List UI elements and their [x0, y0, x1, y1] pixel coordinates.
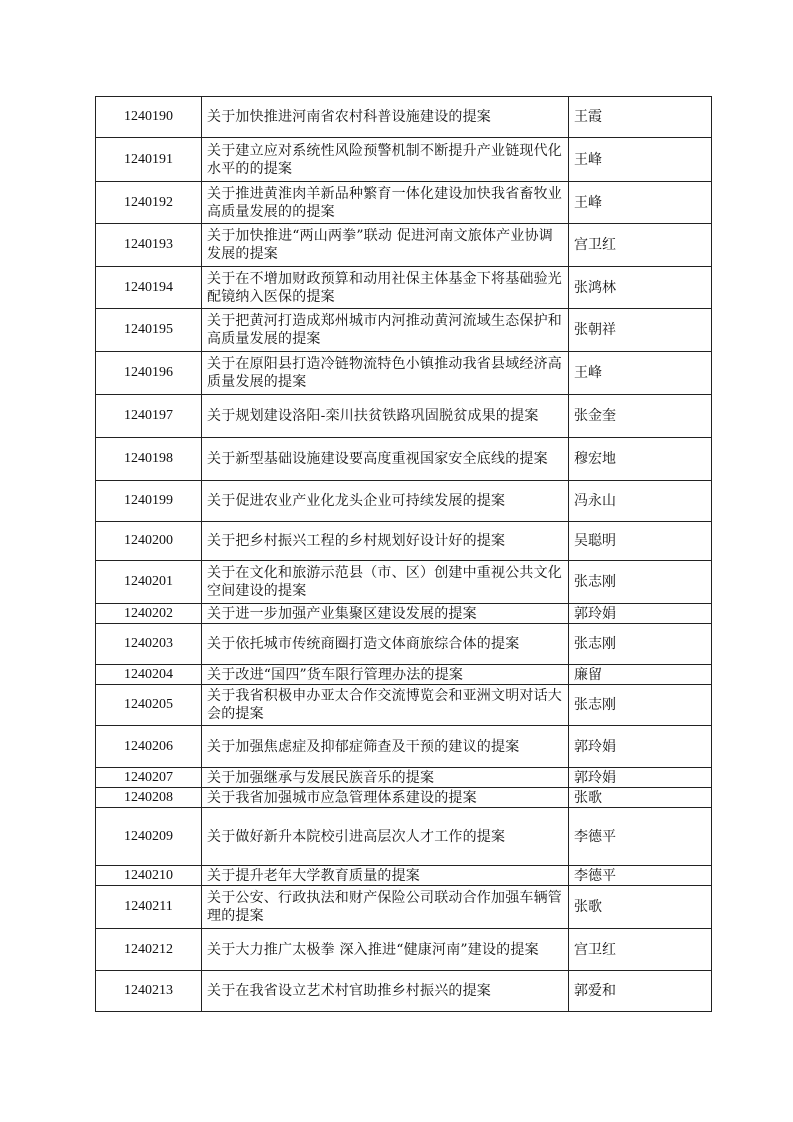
proposer-name: 廉留	[569, 665, 712, 685]
table-row	[96, 971, 712, 1012]
proposal-title: 关于加快推进河南省农村科普设施建设的提案	[202, 97, 569, 138]
proposal-number: 1240206	[96, 726, 202, 768]
proposer-name: 王峰	[569, 182, 712, 224]
proposal-title: 关于我省积极申办亚太合作交流博览会和亚洲文明对话大会的提案	[202, 685, 569, 726]
proposal-title: 关于在文化和旅游示范县（市、区）创建中重视公共文化空间建设的提案	[202, 561, 569, 604]
proposer-name: 郭玲娟	[569, 726, 712, 768]
proposal-number: 1240202	[96, 604, 202, 624]
proposal-number: 1240213	[96, 971, 202, 1012]
table-row	[96, 665, 712, 685]
proposal-number: 1240193	[96, 224, 202, 267]
proposal-title: 关于进一步加强产业集聚区建设发展的提案	[202, 604, 569, 624]
table-row	[96, 561, 712, 604]
proposer-name: 张志刚	[569, 624, 712, 665]
table-row	[96, 768, 712, 788]
proposal-title: 关于加强焦虑症及抑郁症筛查及干预的建议的提案	[202, 726, 569, 768]
proposal-title: 关于加快推进“两山两拳”联动 促进河南文旅体产业协调发展的提案	[202, 224, 569, 267]
proposal-number: 1240203	[96, 624, 202, 665]
proposal-title: 关于建立应对系统性风险预警机制不断提升产业链现代化水平的的提案	[202, 138, 569, 182]
table-row	[96, 481, 712, 522]
proposal-title: 关于大力推广太极拳 深入推进“健康河南”建设的提案	[202, 929, 569, 971]
proposer-name: 王峰	[569, 138, 712, 182]
proposal-title: 关于在我省设立艺术村官助推乡村振兴的提案	[202, 971, 569, 1012]
proposal-number: 1240211	[96, 886, 202, 929]
proposer-name: 张金奎	[569, 395, 712, 438]
proposal-number: 1240197	[96, 395, 202, 438]
proposal-title: 关于改进“国四”货车限行管理办法的提案	[202, 665, 569, 685]
table-row	[96, 726, 712, 768]
proposer-name: 冯永山	[569, 481, 712, 522]
proposal-number: 1240205	[96, 685, 202, 726]
proposer-name: 吴聪明	[569, 522, 712, 561]
proposer-name: 张志刚	[569, 561, 712, 604]
table-row	[96, 929, 712, 971]
proposer-name: 郭玲娟	[569, 604, 712, 624]
proposal-title: 关于推进黄淮肉羊新品种繁育一体化建设加快我省畜牧业高质量发展的的提案	[202, 182, 569, 224]
table-row	[96, 604, 712, 624]
proposal-number: 1240195	[96, 309, 202, 352]
proposer-name: 宫卫红	[569, 929, 712, 971]
proposal-number: 1240190	[96, 97, 202, 138]
proposal-title: 关于促进农业产业化龙头企业可持续发展的提案	[202, 481, 569, 522]
proposer-name: 王霞	[569, 97, 712, 138]
proposal-number: 1240200	[96, 522, 202, 561]
proposer-name: 张朝祥	[569, 309, 712, 352]
table-row	[96, 182, 712, 224]
proposer-name: 李德平	[569, 808, 712, 866]
proposal-title: 关于规划建设洛阳-栾川扶贫铁路巩固脱贫成果的提案	[202, 395, 569, 438]
proposal-number: 1240212	[96, 929, 202, 971]
proposal-title: 关于在不增加财政预算和动用社保主体基金下将基础验光配镜纳入医保的提案	[202, 267, 569, 309]
proposal-number: 1240210	[96, 866, 202, 886]
proposal-title: 关于提升老年大学教育质量的提案	[202, 866, 569, 886]
proposal-title: 关于把乡村振兴工程的乡村规划好设计好的提案	[202, 522, 569, 561]
proposal-title: 关于把黄河打造成郑州城市内河推动黄河流域生态保护和高质量发展的提案	[202, 309, 569, 352]
table-row	[96, 438, 712, 481]
proposal-table-body	[96, 97, 712, 1012]
proposal-title: 关于我省加强城市应急管理体系建设的提案	[202, 788, 569, 808]
table-row	[96, 352, 712, 395]
table-row	[96, 685, 712, 726]
table-row	[96, 886, 712, 929]
proposal-title: 关于做好新升本院校引进高层次人才工作的提案	[202, 808, 569, 866]
table-row	[96, 309, 712, 352]
proposal-number: 1240198	[96, 438, 202, 481]
table-row	[96, 866, 712, 886]
proposer-name: 穆宏地	[569, 438, 712, 481]
proposer-name: 李德平	[569, 866, 712, 886]
table-row	[96, 267, 712, 309]
proposer-name: 张鸿林	[569, 267, 712, 309]
proposal-number: 1240204	[96, 665, 202, 685]
proposal-title: 关于依托城市传统商圈打造文体商旅综合体的提案	[202, 624, 569, 665]
proposer-name: 郭玲娟	[569, 768, 712, 788]
table-row	[96, 522, 712, 561]
table-row	[96, 624, 712, 665]
proposer-name: 郭爱和	[569, 971, 712, 1012]
proposal-table	[95, 96, 712, 1012]
proposal-number: 1240192	[96, 182, 202, 224]
table-row	[96, 808, 712, 866]
proposer-name: 宫卫红	[569, 224, 712, 267]
proposal-number: 1240191	[96, 138, 202, 182]
proposal-title: 关于新型基础设施建设要高度重视国家安全底线的提案	[202, 438, 569, 481]
proposer-name: 张歌	[569, 788, 712, 808]
table-row	[96, 788, 712, 808]
table-row	[96, 138, 712, 182]
proposal-title: 关于在原阳县打造冷链物流特色小镇推动我省县域经济高质量发展的提案	[202, 352, 569, 395]
proposal-title: 关于加强继承与发展民族音乐的提案	[202, 768, 569, 788]
table-row	[96, 395, 712, 438]
proposal-number: 1240201	[96, 561, 202, 604]
proposer-name: 王峰	[569, 352, 712, 395]
proposal-title: 关于公安、行政执法和财产保险公司联动合作加强车辆管理的提案	[202, 886, 569, 929]
table-row	[96, 97, 712, 138]
table-row	[96, 224, 712, 267]
proposal-number: 1240209	[96, 808, 202, 866]
proposal-number: 1240196	[96, 352, 202, 395]
proposal-number: 1240199	[96, 481, 202, 522]
proposer-name: 张歌	[569, 886, 712, 929]
proposal-number: 1240207	[96, 768, 202, 788]
proposal-number: 1240208	[96, 788, 202, 808]
proposal-number: 1240194	[96, 267, 202, 309]
proposer-name: 张志刚	[569, 685, 712, 726]
